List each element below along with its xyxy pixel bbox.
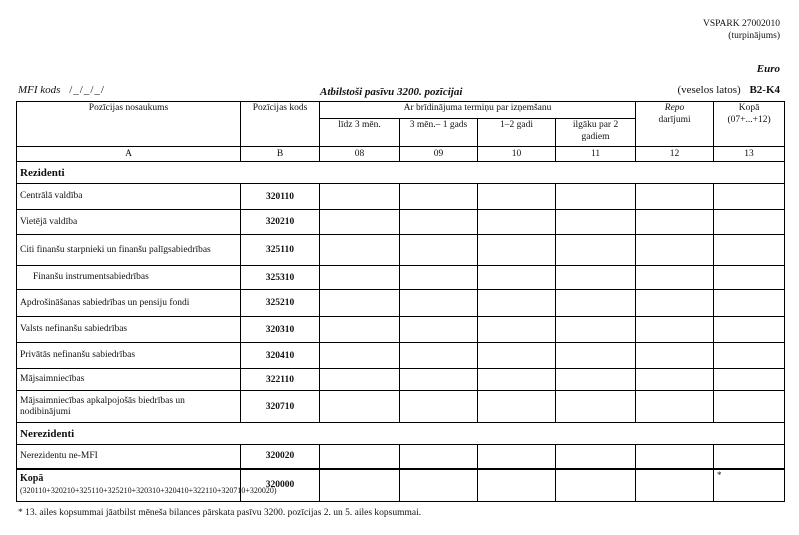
table-row: [17, 235, 785, 266]
section-row-nonresidents: [17, 423, 785, 445]
input-cell[interactable]: [714, 343, 785, 369]
total-label: Kopā: [20, 473, 44, 485]
form-code: VSPARK 27002010: [703, 19, 780, 29]
input-cell[interactable]: [478, 235, 556, 266]
row-name: Privātās nefinanšu sabiedrības: [17, 343, 241, 369]
total-col-title: Kopā: [738, 103, 760, 113]
input-cell[interactable]: [478, 266, 556, 290]
input-cell[interactable]: [556, 210, 636, 235]
row-name: Citi finanšu starpnieki un finanšu palīgsabiedrības: [17, 235, 241, 266]
position-title: Atbilstoši pasīvu 3200. pozīcijai: [320, 86, 463, 98]
input-cell[interactable]: [478, 369, 556, 391]
input-cell[interactable]: [636, 184, 714, 210]
input-cell[interactable]: [400, 391, 478, 423]
input-cell[interactable]: [400, 469, 478, 502]
col-header-term-3: 1–2 gadi: [478, 119, 556, 147]
input-cell[interactable]: [636, 266, 714, 290]
col-letter: A: [17, 147, 241, 162]
mfi-code-field[interactable]: /_/_/_/: [69, 84, 105, 96]
input-cell[interactable]: [478, 343, 556, 369]
table-row: [17, 317, 785, 343]
input-cell[interactable]: [320, 210, 400, 235]
table-row: [17, 445, 785, 469]
continuation-label: (turpinājums): [728, 31, 780, 41]
input-cell[interactable]: [478, 210, 556, 235]
input-cell[interactable]: [320, 469, 400, 502]
row-name: Centrālā valdība: [17, 184, 241, 210]
input-cell[interactable]: [636, 469, 714, 502]
total-row-name: [17, 469, 277, 502]
row-code: 325310: [241, 266, 320, 290]
input-cell[interactable]: [556, 266, 636, 290]
input-cell[interactable]: [478, 469, 556, 502]
column-letters-row: [17, 147, 785, 162]
col-letter: 12: [636, 147, 714, 162]
input-cell[interactable]: [714, 235, 785, 266]
row-name: Valsts nefinanšu sabiedrības: [17, 317, 241, 343]
repo-subtitle: darījumi: [658, 115, 691, 125]
input-cell[interactable]: [714, 266, 785, 290]
input-cell[interactable]: [636, 445, 714, 469]
report-table: [16, 101, 785, 502]
row-name: Vietējā valdība: [17, 210, 241, 235]
total-col-sub: (07+...+12): [727, 115, 771, 125]
col-letter: 08: [320, 147, 400, 162]
col-header-repo: [636, 102, 714, 147]
mfi-code-line: [18, 84, 105, 96]
input-cell[interactable]: [320, 266, 400, 290]
mfi-code-label: MFI kods: [18, 84, 61, 96]
input-cell[interactable]: [320, 290, 400, 317]
input-cell[interactable]: [556, 391, 636, 423]
total-footnote-mark[interactable]: *: [714, 469, 785, 502]
col-letter: B: [241, 147, 320, 162]
input-cell[interactable]: [478, 184, 556, 210]
input-cell[interactable]: [400, 290, 478, 317]
col-header-term-1: līdz 3 mēn.: [320, 119, 400, 147]
table-row: [17, 343, 785, 369]
input-cell[interactable]: [556, 235, 636, 266]
input-cell[interactable]: [320, 184, 400, 210]
total-row: [17, 469, 785, 502]
input-cell[interactable]: [478, 317, 556, 343]
input-cell[interactable]: [320, 235, 400, 266]
input-cell[interactable]: [400, 210, 478, 235]
input-cell[interactable]: [636, 210, 714, 235]
col-letter: 11: [556, 147, 636, 162]
row-code: 322110: [241, 369, 320, 391]
input-cell[interactable]: [714, 369, 785, 391]
row-code: 325210: [241, 290, 320, 317]
input-cell[interactable]: [320, 317, 400, 343]
row-name: Apdrošināšanas sabiedrības un pensiju fondi: [17, 290, 241, 317]
input-cell[interactable]: [714, 391, 785, 423]
row-code: 320710: [241, 391, 320, 423]
col-header-total: [714, 102, 785, 147]
input-cell[interactable]: [636, 343, 714, 369]
row-name: Finanšu instrumentsabiedrības: [17, 266, 241, 290]
row-name: Mājsaimniecības apkalpojošās biedrības un nodibinājumi: [17, 391, 241, 423]
section-title-residents: Rezidenti: [17, 162, 785, 184]
col-header-name: Pozīcijas nosaukums: [17, 102, 241, 147]
input-cell[interactable]: [478, 391, 556, 423]
col-header-term-4: ilgāku par 2 gadiem: [556, 119, 636, 147]
input-cell[interactable]: [556, 290, 636, 317]
currency-label: Euro: [756, 63, 780, 75]
input-cell[interactable]: [636, 317, 714, 343]
input-cell[interactable]: [556, 343, 636, 369]
input-cell[interactable]: [400, 369, 478, 391]
row-name: Mājsaimniecības: [17, 369, 241, 391]
input-cell[interactable]: [556, 469, 636, 502]
table-row: [17, 290, 785, 317]
col-letter: 09: [400, 147, 478, 162]
input-cell[interactable]: [714, 210, 785, 235]
col-letter: 13: [714, 147, 785, 162]
row-name: Nerezidentu ne-MFI: [17, 445, 241, 469]
input-cell[interactable]: [400, 235, 478, 266]
input-cell[interactable]: [400, 317, 478, 343]
total-formula: (320110+320210+325110+325210+320310+320410+322110+320710+320020): [20, 486, 277, 496]
input-cell[interactable]: [400, 343, 478, 369]
row-code: 320020: [241, 445, 320, 469]
col-group-term: Ar brīdinājuma termiņu par izņemšanu: [320, 102, 636, 119]
input-cell[interactable]: [636, 391, 714, 423]
form-id: B2-K4: [749, 84, 780, 96]
table-row: [17, 391, 785, 423]
col-letter: 10: [478, 147, 556, 162]
input-cell[interactable]: [714, 184, 785, 210]
input-cell[interactable]: [400, 184, 478, 210]
input-cell[interactable]: [636, 369, 714, 391]
units-label: (veselos latos): [677, 84, 741, 96]
col-header-code: Pozīcijas kods: [241, 102, 320, 147]
row-code: 320410: [241, 343, 320, 369]
total-row-code: 320000: [241, 469, 320, 502]
row-code: 320310: [241, 317, 320, 343]
section-row-residents: [17, 162, 785, 184]
input-cell[interactable]: [320, 343, 400, 369]
input-cell[interactable]: [478, 445, 556, 469]
table-row: [17, 369, 785, 391]
form-code-block: [703, 18, 780, 42]
col-header-term-2: 3 mēn.– 1 gads: [400, 119, 478, 147]
section-title-nonresidents: Nerezidenti: [17, 423, 785, 445]
input-cell[interactable]: [320, 391, 400, 423]
row-code: 320210: [241, 210, 320, 235]
input-cell[interactable]: [714, 290, 785, 317]
input-cell[interactable]: [556, 445, 636, 469]
input-cell[interactable]: [556, 317, 636, 343]
input-cell[interactable]: [636, 235, 714, 266]
footnote: * 13. ailes kopsummai jāatbilst mēneša bilances pārskata pasīvu 3200. pozīcijas 2. un 5. ailes kopsummai.: [18, 508, 422, 518]
input-cell[interactable]: [636, 290, 714, 317]
input-cell[interactable]: [556, 369, 636, 391]
input-cell[interactable]: [320, 445, 400, 469]
input-cell[interactable]: [556, 184, 636, 210]
input-cell[interactable]: [400, 445, 478, 469]
unit-line: [677, 84, 780, 96]
row-code: 320110: [241, 184, 320, 210]
repo-title: Repo: [664, 103, 685, 113]
input-cell[interactable]: [400, 266, 478, 290]
table-row: [17, 266, 785, 290]
input-cell[interactable]: [320, 369, 400, 391]
input-cell[interactable]: [714, 445, 785, 469]
table-row: [17, 210, 785, 235]
input-cell[interactable]: [478, 290, 556, 317]
row-code: 325110: [241, 235, 320, 266]
input-cell[interactable]: [714, 317, 785, 343]
table-row: [17, 184, 785, 210]
